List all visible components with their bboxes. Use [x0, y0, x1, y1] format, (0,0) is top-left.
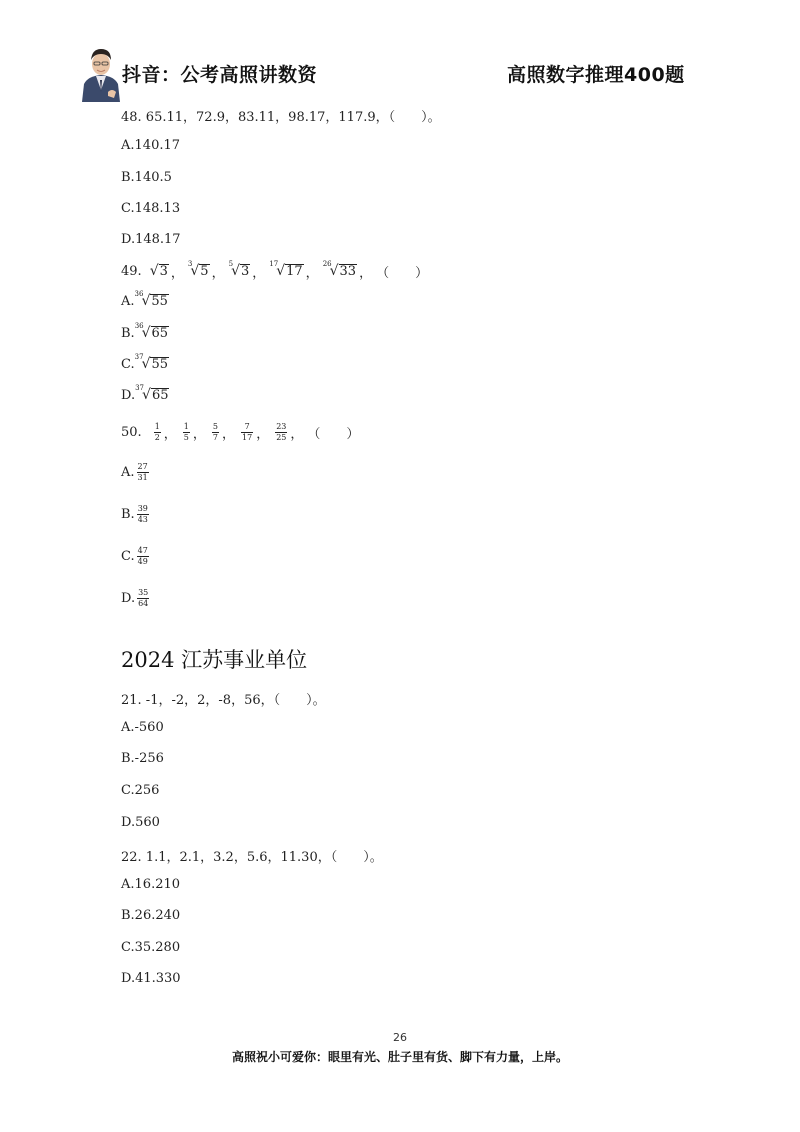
- fraction-term: $\frac{1}{2}$: [154, 422, 160, 442]
- footer-slogan: 高照祝小可爱你：眼里有光、肚子里有货、脚下有力量，上岸。: [231, 1050, 568, 1064]
- q49-option-a: A. 36 √ 55: [121, 290, 168, 309]
- q22-option-d: D.41.330: [121, 971, 181, 986]
- answer-blank: （ ）: [307, 427, 360, 442]
- question-22-stem: 22. 1.1，2.1，3.2，5.6，11.30，（ ）。: [121, 850, 383, 865]
- q49-option-d: D. 37 √ 65: [121, 384, 169, 403]
- q49-option-b: B. 36 √ 65: [121, 322, 169, 341]
- answer-blank: （ ）: [376, 266, 429, 281]
- q50-option-b: B. $\frac{39}{43}$: [121, 504, 148, 524]
- fraction-term: $\frac{1}{5}$: [183, 422, 189, 442]
- q48-option-b: B.140.5: [121, 170, 172, 185]
- radical-term: 5 √ 3: [228, 260, 250, 279]
- section-title: 2024 江苏事业单位: [121, 648, 308, 672]
- q21-option-c: C.256: [121, 783, 160, 798]
- q48-option-c: C.148.13: [121, 201, 181, 216]
- radical-term: 17 √ 17: [269, 260, 303, 279]
- question-number: 49.: [121, 264, 142, 279]
- radical-term: 3 √ 5: [187, 260, 209, 279]
- q21-option-b: B.-256: [121, 751, 164, 766]
- question-50-stem: 50. $\frac{1}{2}$ ， $\frac{1}{5}$ ， $\frac{5}{7}$ ， $\frac{7}{17}$ ， $\frac{23}{25}$ ， （ ）: [121, 422, 360, 442]
- q50-option-c: C. $\frac{47}{49}$: [121, 546, 148, 566]
- question-21-stem: 21. -1，-2，2，-8，56，（ ）。: [121, 693, 326, 708]
- header-left-title: 抖音：公考高照讲数资: [122, 64, 318, 86]
- header-right-title: 高照数字推理400题: [507, 64, 685, 86]
- q49-option-c: C. 37 √ 55: [121, 353, 169, 372]
- fraction-term: $\frac{23}{25}$: [276, 422, 287, 442]
- radical-term: √ 3: [149, 263, 168, 279]
- radical-term: 26 √ 33: [322, 260, 357, 279]
- page-header: [0, 0, 800, 100]
- fraction-term: $\frac{7}{17}$: [242, 422, 253, 442]
- q21-option-d: D.560: [121, 815, 160, 830]
- question-number: 50.: [121, 425, 142, 440]
- question-49-stem: 49. √ 3 ， 3 √ 5 ， 5 √ 3 ， 17 √ 17 ， 26 √ 33 ， （ ）: [121, 260, 429, 281]
- q22-option-a: A.16.210: [121, 877, 181, 892]
- q50-option-a: A. $\frac{27}{31}$: [121, 462, 148, 482]
- question-48-stem: 48. 65.11，72.9，83.11，98.17，117.9，（ ）。: [121, 110, 441, 125]
- page-number: 26: [393, 1031, 407, 1044]
- fraction-term: $\frac{5}{7}$: [212, 422, 218, 442]
- author-avatar-photo: [78, 40, 124, 102]
- q48-option-d: D.148.17: [121, 232, 181, 247]
- q48-option-a: A.140.17: [121, 138, 181, 153]
- q22-option-b: B.26.240: [121, 908, 181, 923]
- q22-option-c: C.35.280: [121, 940, 181, 955]
- q50-option-d: D. $\frac{35}{64}$: [121, 588, 149, 608]
- q21-option-a: A.-560: [121, 720, 164, 735]
